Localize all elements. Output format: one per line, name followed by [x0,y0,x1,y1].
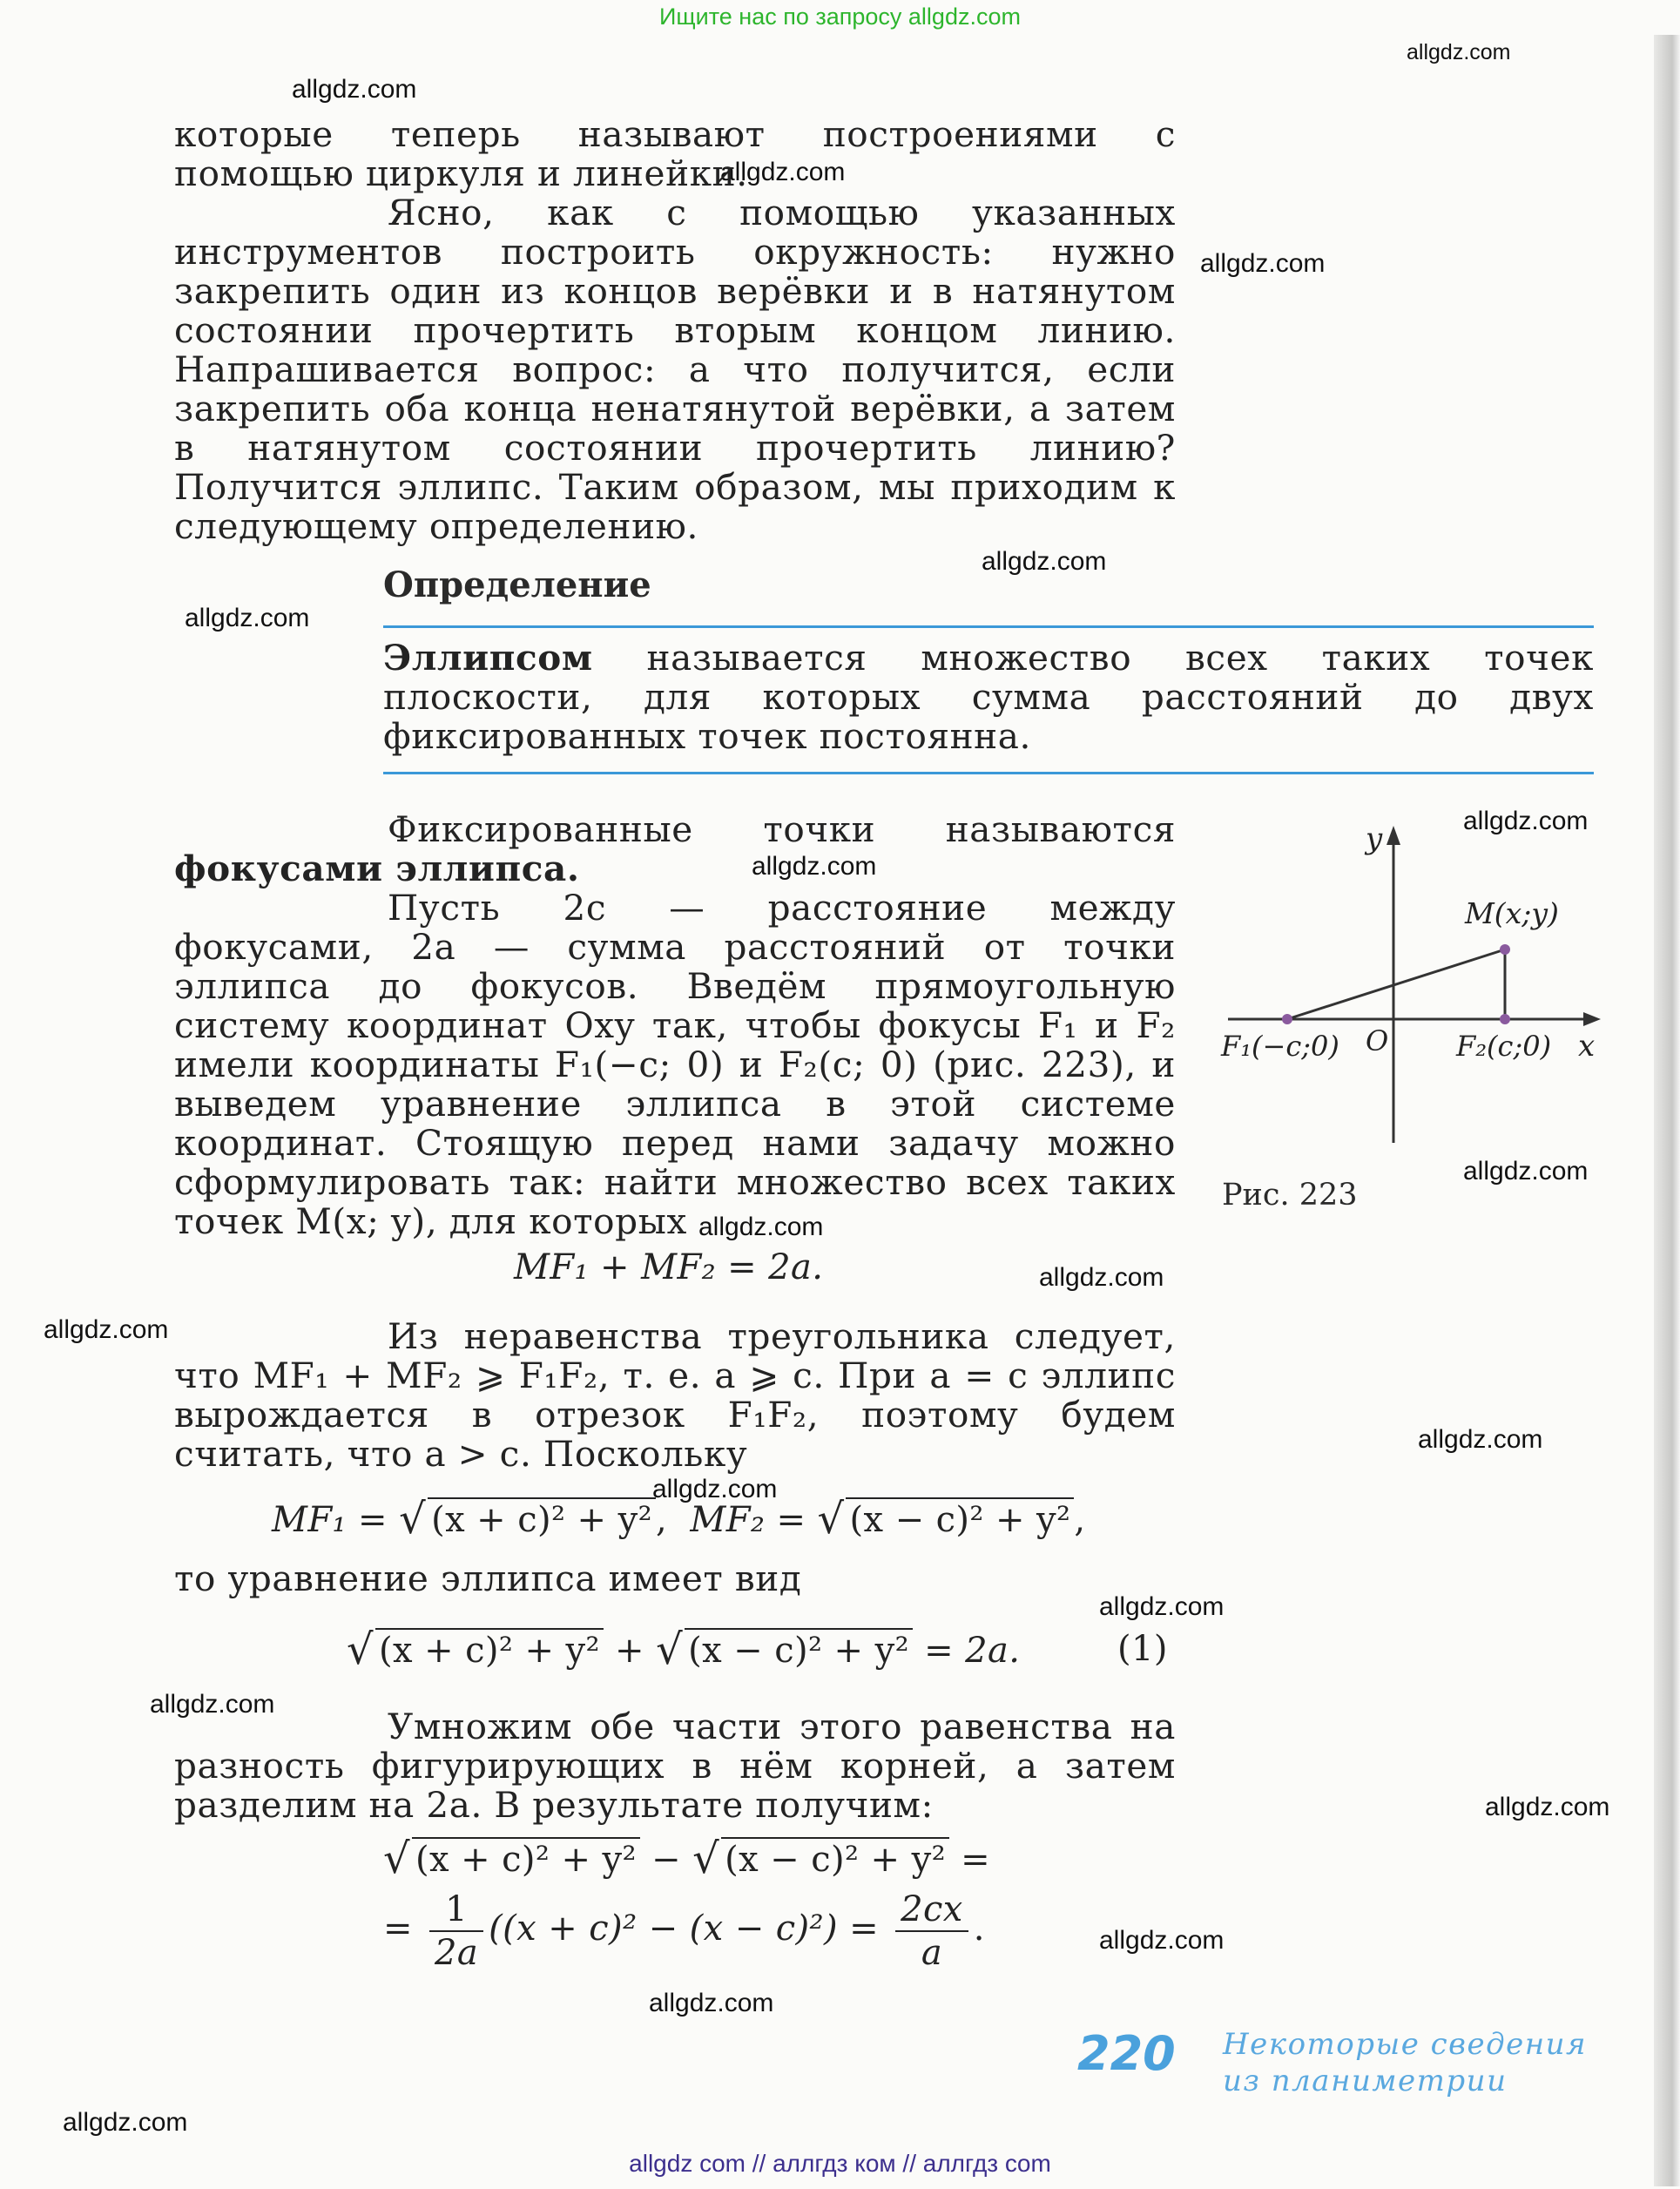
watermark: allgdz.com [1099,1592,1225,1621]
label-x: x [1578,1029,1596,1064]
paragraph-7: Умножим обе части этого равенства на разность фигурирующих в нём корней, а затем разделим на 2a. В результате получим: [174,1706,1176,1826]
label-f2: F₂(c;0) [1456,1030,1552,1063]
sqrt-sign: √ [383,1834,410,1883]
eq2-radicand-b: (x − c)² + y² [721,1837,949,1877]
watermark: allgdz.com [1099,1926,1225,1955]
sqrt-sign: √ [399,1495,427,1544]
sqrt-sign: √ [347,1625,374,1674]
paragraph-6: то уравнение эллипса имеет вид [174,1557,802,1599]
eq3-lead: = [383,1909,425,1949]
watermark: allgdz.com [1407,40,1511,64]
label-f1: F₁(−c;0) [1221,1030,1339,1063]
figure-caption: Рис. 223 [1222,1178,1358,1213]
eq2-equals: = [949,1840,991,1880]
watermark: allgdz.com [1039,1263,1164,1292]
point-f2 [1500,1014,1510,1024]
point-m [1500,944,1510,955]
paragraph-3 [174,810,1176,888]
eq1-radicand-b: (x − c)² + y² [685,1628,913,1668]
equation-sum: MF₁ + MF₂ = 2a. [514,1247,824,1287]
equation-1 [347,1625,1020,1674]
paragraph-5: Из неравенства треугольника следует, что MF₁ + MF₂ ⩾ F₁F₂, т. е. a ⩾ c. При a = c эллипс вырождается в отрезок F₁F₂, поэтому будем считать, что a > c. Поскольку [174,1315,1176,1475]
mf2-radicand: (x − c)² + y² [846,1497,1074,1537]
watermark: allgdz.com [44,1315,169,1344]
label-origin: O [1366,1024,1389,1057]
definition-body: называется множество всех таких точек плоскости, для которых сумма расстояний до двух фиксированных точек постоянна. [383,637,1594,757]
eq1-radicand-a: (x + c)² + y² [375,1628,604,1668]
equation-3 [383,1888,985,1974]
watermark: allgdz.com [1463,807,1589,835]
bottom-banner[interactable]: allgdz com // аллгдз ком // аллгдз com [629,2150,1051,2177]
mf1-label: MF₁ = [272,1500,400,1540]
paragraph-3-text: Фиксированные точки называются [388,808,1176,850]
label-m: M(x;y) [1465,896,1559,930]
x-axis-arrow [1583,1012,1601,1026]
frac-den: 2a [435,1933,479,1973]
eq3-mid: ((x + c)² − (x − c)²) = [489,1909,891,1949]
eq1-rhs: = 2a. [913,1631,1021,1671]
eq2-minus: − [639,1840,693,1880]
watermark: allgdz.com [982,547,1107,576]
sqrt-sign: √ [817,1495,845,1544]
equation-1-number: (1) [1117,1629,1168,1669]
eq2-radicand-a: (x + c)² + y² [412,1837,640,1877]
section-title [1223,2026,1587,2099]
watermark: allgdz.com [752,852,877,881]
sqrt-sign: √ [692,1834,720,1883]
definition-bottom-rule [383,772,1594,774]
watermark: allgdz.com [1485,1793,1610,1821]
sqrt-sign: √ [656,1625,684,1674]
section-title-line-1: Некоторые сведения [1223,2027,1588,2062]
equation-2 [383,1834,990,1883]
frac2-den: a [921,1933,943,1973]
top-banner[interactable]: Ищите нас по запросу allgdz.com [659,3,1021,30]
watermark: allgdz.com [698,1213,824,1241]
watermark: allgdz.com [1200,249,1326,278]
watermark: allgdz.com [649,1989,774,2017]
watermark: allgdz.com [63,2108,188,2137]
equation-distances: MF₁ = √ (x + c)² + y² , MF₂ = √ (x − c)² + y² , [272,1495,1086,1544]
label-y: y [1366,821,1383,856]
mf2-label: MF₂ = [690,1500,818,1540]
mf1-radicand: (x + c)² + y² [428,1497,656,1537]
figure-223 [1219,810,1602,1176]
page-edge-shadow [1654,35,1680,2186]
paragraph-2: Ясно, как с помощью указанных инструментов построить окружность: нужно закрепить один из концов верёвки и в натянутом состоянии прочертить вторым концом линию. Напрашивается вопрос: а что получится, если закрепить оба конца ненатянутой верёвки, а затем в натянутом состоянии прочертить линию? Получится эллипс. Таким образом, мы приходим к следующему определению. [174,192,1176,547]
page-number: 220 [1077,2026,1176,2081]
watermark: allgdz.com [720,158,846,186]
definition-text [383,638,1594,756]
frac-num: 1 [429,1888,483,1932]
watermark: allgdz.com [1418,1425,1543,1454]
watermark: allgdz.com [150,1690,275,1719]
paragraph-1: которые теперь называют построениями с помощью циркуля и линейки. [174,113,1176,194]
y-axis-arrow [1387,826,1400,845]
section-title-line-2: из планиметрии [1223,2064,1508,2098]
eq1-plus: + [603,1631,657,1671]
definition-term: Эллипсом [383,637,593,679]
watermark: allgdz.com [1463,1157,1589,1186]
fraction-2cx-over-a [895,1888,968,1974]
watermark: allgdz.com [185,604,310,632]
paragraph-3-bold: фокусами эллипса. [174,848,580,889]
eq3-end: . [973,1909,985,1949]
watermark: allgdz.com [292,75,417,104]
watermark: allgdz.com [652,1475,778,1503]
definition-top-rule [383,625,1594,628]
point-f1 [1282,1014,1292,1024]
paragraph-4: Пусть 2c — расстояние между фокусами, 2a — сумма расстояний от точки эллипса до фокусов. Введём прямоугольную систему координат Oxy так, чтобы фокусы F₁ и F₂ имели координаты F₁(−c; 0) и F₂(c; 0) (рис. 223), и выведем уравнение эллипса в этой системе координат. Стоящую перед нами задачу можно сформулировать так: найти множество всех таких точек M(x; y), для которых [174,887,1176,1242]
segment-f1-m [1287,949,1505,1019]
definition-heading: Определение [383,564,651,605]
frac2-num: 2cx [895,1888,968,1932]
fraction-one-over-2a [429,1888,483,1974]
